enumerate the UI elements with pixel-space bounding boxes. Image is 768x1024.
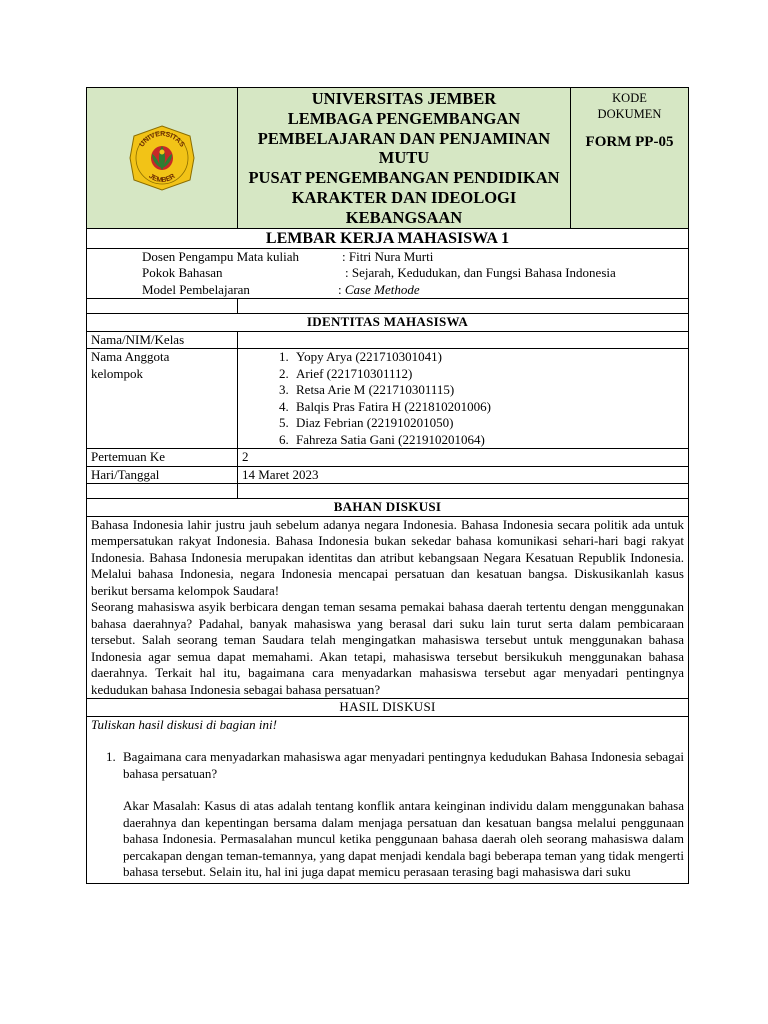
spacer-cell xyxy=(87,299,238,314)
university-logo xyxy=(87,124,237,192)
model-value: Case Methode xyxy=(344,281,420,297)
identitas-heading-row xyxy=(87,314,689,332)
course-info xyxy=(87,248,689,299)
tanggal-row xyxy=(87,466,689,484)
member-item: 5. Diaz Febrian (221910201050) xyxy=(292,415,684,432)
tanggal-value: 14 Maret 2023 xyxy=(238,466,689,484)
member-list xyxy=(242,349,684,448)
bahan-heading-row xyxy=(87,499,689,517)
hasil-heading: HASIL DISKUSI xyxy=(87,699,689,717)
code-value: FORM PP-05 xyxy=(585,134,674,150)
identitas-heading: IDENTITAS MAHASISWA xyxy=(87,314,689,332)
institution-title xyxy=(238,88,571,229)
member-item: 3. Retsa Arie M (221710301115) xyxy=(292,382,684,399)
title-line-7: KEBANGSAAN xyxy=(345,207,463,227)
title-line-6: KARAKTER DAN IDEOLOGI xyxy=(291,187,517,207)
hasil-content-row xyxy=(87,716,689,883)
bahan-paragraph-1: Bahasa Indonesia lahir justru jauh sebelum adanya negara Indonesia. Bahasa Indonesia secara politik ada untuk mempersatukan rakyat Indonesia. Bahasa Indonesia bukan sekedar bahasa komunikasi sehari-hari bagi rakyat Indonesia. Bahasa Indonesia merupakan identitas dan atribut kebangsaan Negara Kesatuan Republik Indonesia. Melalui bahasa Indonesia, negara Indonesia mencapai persatuan dan kesatuan bangsa. Diskusikanlah kasus berikut bersama kelompok Saudara! xyxy=(91,516,684,598)
model-label: Model Pembelajaran xyxy=(142,281,250,297)
spacer-cell xyxy=(238,299,689,314)
dosen-row xyxy=(142,249,684,266)
bahan-content-row xyxy=(87,516,689,699)
anggota-label: Nama Anggota kelompok xyxy=(87,349,238,449)
model-colon: : xyxy=(338,281,345,297)
pertemuan-row xyxy=(87,449,689,467)
member-item: 2. Arief (221710301112) xyxy=(292,366,684,383)
pokok-value: : Sejarah, Kedudukan, dan Fungsi Bahasa Indonesia xyxy=(345,265,616,281)
dosen-label: Dosen Pengampu Mata kuliah xyxy=(142,248,300,264)
question-item xyxy=(119,749,684,881)
bahan-content xyxy=(87,516,689,699)
hasil-heading-row xyxy=(87,699,689,717)
university-logo-icon xyxy=(128,124,196,192)
member-item: 1. Yopy Arya (221710301041) xyxy=(292,349,684,366)
pertemuan-value: 2 xyxy=(238,449,689,467)
logo-text-bottom: JEMBER xyxy=(147,172,177,184)
spacer-cell xyxy=(238,484,689,499)
title-line-5: PUSAT PENGEMBANGAN PENDIDIKAN xyxy=(248,168,560,188)
bahan-heading: BAHAN DISKUSI xyxy=(87,499,689,517)
pokok-row xyxy=(142,265,684,282)
answer-1: Akar Masalah: Kasus di atas adalah tentang konflik antara keinginan individu dalam menggunakan bahasa daerahnya dan kepentingan bersama dalam menjaga persatuan dan kesatuan bangsa melalui penggunaan bahasa Indonesia. Permasalahan muncul ketika penggunaan bahasa daerah oleh seorang mahasiswa dalam percakapan dengan teman-temannya, yang dapat menjadi kendala bagi beberapa teman yang tidak mengerti bahasa tersebut. Selain itu, hal ini juga dapat memicu perasaan terasing bagi mahasiswa dari suku xyxy=(123,798,684,880)
pertemuan-label: Pertemuan Ke xyxy=(87,449,238,467)
anggota-row xyxy=(87,349,689,449)
lkm-title: LEMBAR KERJA MAHASISWA 1 xyxy=(87,228,689,248)
pokok-label: Pokok Bahasan xyxy=(142,265,223,281)
title-line-4: MUTU xyxy=(378,148,430,168)
lkm-title-row xyxy=(87,228,689,248)
model-row xyxy=(142,282,684,299)
dosen-value: : Fitri Nura Murti xyxy=(342,248,434,264)
question-list xyxy=(91,749,684,881)
logo-cell xyxy=(87,88,238,229)
document-code-cell xyxy=(571,88,689,229)
spacer-row-1 xyxy=(87,299,689,314)
question-1-text: Bagaimana cara menyadarkan mahasiswa agar menyadari pentingnya kedudukan Bahasa Indonesia sebagai bahasa persatuan? xyxy=(123,749,684,781)
hasil-content xyxy=(87,716,689,883)
nama-label: Nama/NIM/Kelas xyxy=(87,331,238,349)
anggota-list-cell xyxy=(238,349,689,449)
document-page xyxy=(86,87,688,884)
hasil-hint: Tuliskan hasil diskusi di bagian ini! xyxy=(91,716,277,732)
spacer-row-2 xyxy=(87,484,689,499)
nama-value xyxy=(238,331,689,349)
tanggal-label: Hari/Tanggal xyxy=(87,466,238,484)
code-label-1: KODE xyxy=(612,91,647,105)
member-item: 4. Balqis Pras Fatira H (221810201006) xyxy=(292,399,684,416)
course-info-row xyxy=(87,248,689,299)
title-line-1: UNIVERSITAS JEMBER xyxy=(311,89,497,108)
header-row xyxy=(87,88,689,229)
bahan-paragraph-2: Seorang mahasiswa asyik berbicara dengan teman sesama pemakai bahasa daerah tertentu dengan menggunakan bahasa daerahnya? Padahal, banyak mahasiswa yang berasal dari suku lain turut serta dalam pembicaraan tersebut. Salah seorang teman Saudara telah mengingatkan mahasiswa tersebut untuk menggunakan bahasa Indonesia agar semua dapat memahami. Akan tetapi, mahasiswa tersebut bersikukuh menggunakan bahasa daerahnya. Terkait hal itu, bagaimana cara menyadarkan mahasiswa tersebut agar menyadari pentingnya kedudukan bahasa Indonesia sebagai bahasa persatuan? xyxy=(91,599,684,697)
spacer-cell xyxy=(87,484,238,499)
form-table xyxy=(86,87,689,884)
title-line-2: LEMBAGA PENGEMBANGAN xyxy=(287,108,521,128)
code-label-2: DOKUMEN xyxy=(597,107,662,121)
member-item: 6. Fahreza Satia Gani (221910201064) xyxy=(292,432,684,449)
logo-text-top: UNIVERSITAS xyxy=(138,130,186,149)
title-line-3: PEMBELAJARAN DAN PENJAMINAN xyxy=(257,128,551,148)
nama-row xyxy=(87,331,689,349)
